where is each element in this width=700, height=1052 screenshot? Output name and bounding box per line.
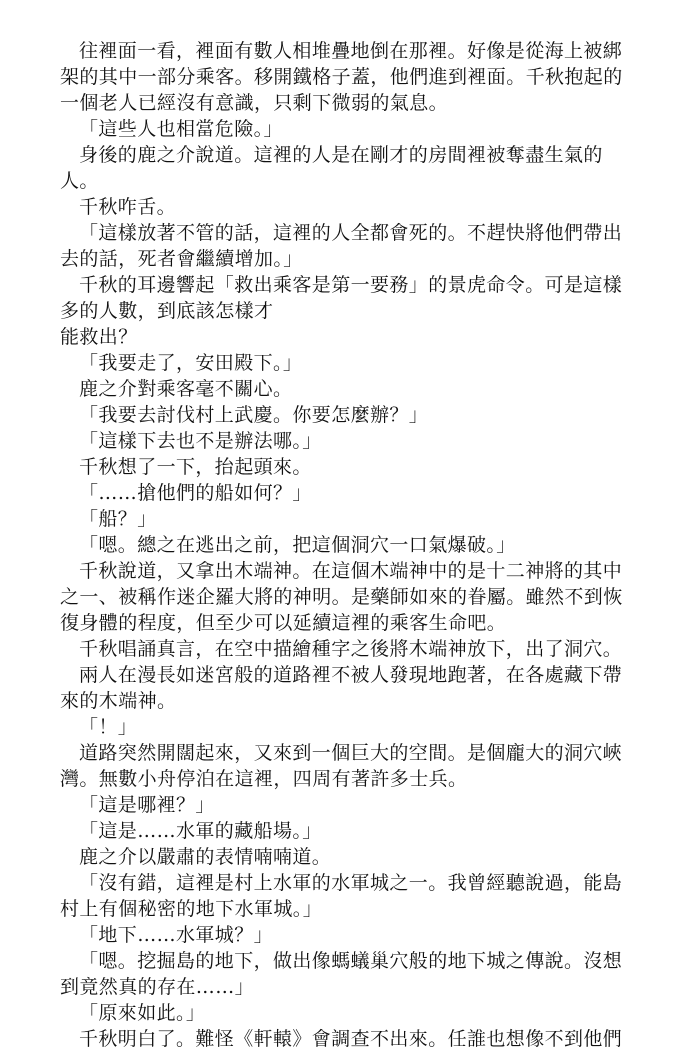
paragraph: 鹿之介對乘客毫不關心。 — [79, 378, 293, 400]
paragraph: 道路突然開闊起來，又來到一個巨大的空間。是個龐大的洞穴峽灣。無數小舟停泊在這裡，四周有著許多士兵。 — [60, 742, 623, 790]
novel-page — [60, 38, 640, 1052]
paragraph: 「這是哪裡？」 — [79, 794, 215, 816]
paragraph: 千秋明白了。難怪《軒轅》會調查不出來。任誰也想像不到他們 — [79, 1028, 623, 1050]
paragraph: 「這是……水軍的藏船場。」 — [79, 820, 322, 842]
paragraph: 身後的鹿之介說道。這裡的人是在剛才的房間裡被奪盡生氣的人。 — [60, 144, 603, 192]
paragraph: 千秋說道，又拿出木端神。在這個木端神中的是十二神將的其中之一、被稱作迷企羅大將的神明。是藥師如來的眷屬。雖然不到恢復身體的程度，但至少可以延續這裡的乘客生命吧。 — [60, 560, 623, 634]
paragraph: 千秋的耳邊響起「救出乘客是第一要務」的景虎命令。可是這樣多的人數，到底該怎樣才 — [60, 274, 623, 322]
paragraph: 「！」 — [79, 716, 138, 738]
paragraph: 「這些人也相當危險。」 — [79, 118, 283, 140]
paragraph: 「我要走了，安田殿下。」 — [79, 352, 303, 374]
paragraph: 「船？」 — [79, 508, 157, 530]
paragraph: 「這樣放著不管的話，這裡的人全都會死的。不趕快將他們帶出去的話，死者會繼續增加。」 — [60, 222, 623, 270]
paragraph: 「這樣下去也不是辦法哪。」 — [79, 430, 322, 452]
paragraph: 「嗯。挖掘島的地下，做出像螞蟻巢穴般的地下城之傳說。沒想到竟然真的存在……」 — [60, 950, 623, 998]
paragraph: 兩人在漫長如迷宮般的道路裡不被人發現地跑著，在各處藏下帶來的木端神。 — [60, 664, 623, 712]
paragraph: 「嗯。總之在逃出之前，把這個洞穴一口氣爆破。」 — [79, 534, 516, 556]
paragraph-continuation: 能救出？ — [60, 326, 138, 348]
paragraph: 「原來如此。」 — [79, 1002, 206, 1024]
paragraph: 「……搶他們的船如何？」 — [79, 482, 312, 504]
paragraph: 「地下……水軍城？」 — [79, 924, 274, 946]
paragraph: 千秋唱誦真言，在空中描繪種字之後將木端神放下，出了洞穴。 — [79, 638, 623, 660]
paragraph: 往裡面一看，裡面有數人相堆疊地倒在那裡。好像是從海上被綁架的其中一部分乘客。移開鐵格子蓋，他們進到裡面。千秋抱起的一個老人已經沒有意識，只剩下微弱的氣息。 — [60, 40, 623, 114]
paragraph: 鹿之介以嚴肅的表情喃喃道。 — [79, 846, 332, 868]
paragraph: 「沒有錯，這裡是村上水軍的水軍城之一。我曾經聽說過，能島村上有個秘密的地下水軍城。」 — [60, 872, 623, 920]
paragraph: 千秋咋舌。 — [79, 196, 177, 218]
paragraph: 千秋想了一下，抬起頭來。 — [79, 456, 312, 478]
paragraph: 「我要去討伐村上武慶。你要怎麼辦？」 — [79, 404, 429, 426]
